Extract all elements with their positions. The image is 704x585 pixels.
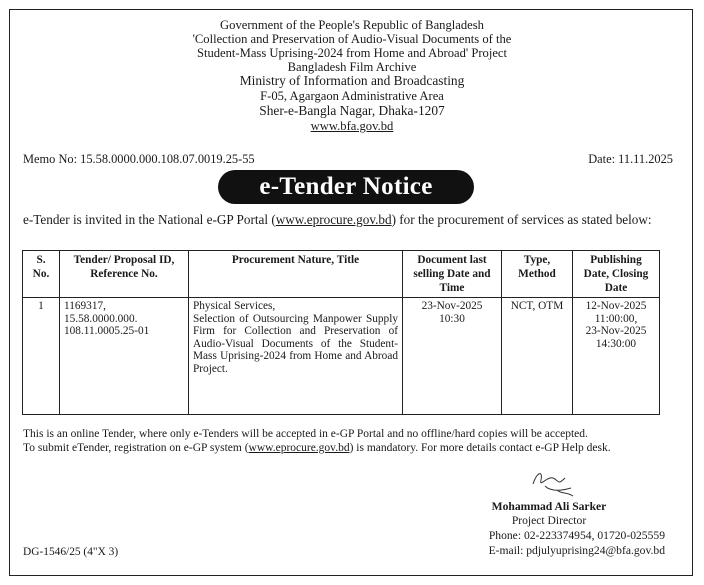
project-title-line1: 'Collection and Preservation of Audio-Visual Documents of the	[192, 32, 512, 46]
intro-paragraph	[23, 212, 673, 227]
header-sno: S. No.	[23, 251, 60, 298]
table-row	[23, 298, 660, 415]
signer-phone: Phone: 02-223374954, 01720-025559	[488, 529, 665, 542]
project-title-line2: Student-Mass Uprising-2024 from Home and Abroad' Project	[196, 46, 508, 60]
publishing-date: 12-Nov-2025	[585, 300, 647, 312]
doc-selling-date: 23-Nov-2025	[421, 300, 483, 312]
notice-banner: e-Tender Notice	[218, 170, 474, 204]
website-link[interactable]: www.bfa.gov.bd	[310, 119, 394, 133]
memo-date: Date: 11.11.2025	[588, 152, 673, 166]
footer-note-start: To submit eTender, registration on e-GP system (	[23, 441, 249, 454]
intro-text-start: e-Tender is invited in the National e-GP Portal (	[23, 212, 276, 227]
reference-part2: 108.11.0005.25-01	[64, 325, 150, 338]
signer-title: Project Director	[511, 514, 587, 527]
table-header-row	[23, 251, 660, 298]
gov-title: Government of the People's Republic of Bangladesh	[220, 18, 484, 32]
procurement-title: Selection of Outsourcing Manpower Supply Firm for Collection and Preservation of Audio-Visual Documents of the Student-Mass Uprising-2024 from Home and Abroad Project.	[193, 312, 398, 375]
header-type: Type, Method	[502, 251, 573, 298]
cell-type: NCT, OTM	[502, 298, 573, 415]
tender-id: 1169317,	[64, 300, 106, 312]
cell-pub-date	[573, 298, 660, 415]
footer-portal-link[interactable]: www.eprocure.gov.bd	[248, 441, 350, 454]
signer-name: Mohammad Ali Sarker	[491, 500, 607, 513]
cell-title	[189, 298, 403, 415]
header-doc-date: Document last selling Date and Time	[403, 251, 502, 298]
intro-text-end: ) for the procurement of services as stated below:	[391, 212, 652, 227]
cell-doc-date	[403, 298, 502, 415]
portal-link[interactable]: www.eprocure.gov.bd	[275, 212, 392, 227]
header-tender-id: Tender/ Proposal ID, Reference No.	[60, 251, 189, 298]
memo-number: Memo No: 15.58.0000.000.108.07.0019.25-55	[23, 152, 255, 166]
footer-note-line2	[23, 442, 675, 456]
memo-row	[23, 152, 673, 167]
website-link-row	[0, 119, 704, 133]
header-pub-date: Publishing Date, Closing Date	[573, 251, 660, 298]
address-line2: Sher-e-Bangla Nagar, Dhaka-1207	[259, 103, 445, 118]
footer-note-end: ) is mandatory. For more details contact e-GP Help desk.	[349, 441, 611, 454]
ministry-name: Ministry of Information and Broadcasting	[239, 73, 465, 88]
publishing-time: 11:00:00,	[594, 312, 638, 325]
signer-email: E-mail: pdjulyuprising24@bfa.gov.bd	[488, 544, 665, 557]
reference-part1: 15.58.0000.000.	[64, 312, 138, 325]
tender-table	[22, 250, 660, 415]
address-line1: F-05, Agargaon Administrative Area	[260, 89, 444, 103]
cell-tender-id	[60, 298, 189, 415]
org-name: Bangladesh Film Archive	[287, 60, 417, 74]
procurement-nature: Physical Services,	[193, 300, 276, 312]
cell-sno: 1	[23, 298, 60, 415]
header-title: Procurement Nature, Title	[189, 251, 403, 298]
footer-note	[23, 428, 675, 455]
dg-code: DG-1546/25 (4"X 3)	[23, 546, 119, 558]
footer-note-line1: This is an online Tender, where only e-Tenders will be accepted in e-GP Portal and no offline/hard copies will be accepted.	[23, 428, 588, 440]
signature-image	[527, 462, 577, 502]
closing-time: 14:30:00	[595, 337, 637, 350]
closing-date: 23-Nov-2025	[585, 325, 647, 338]
doc-selling-time: 10:30	[439, 312, 465, 325]
